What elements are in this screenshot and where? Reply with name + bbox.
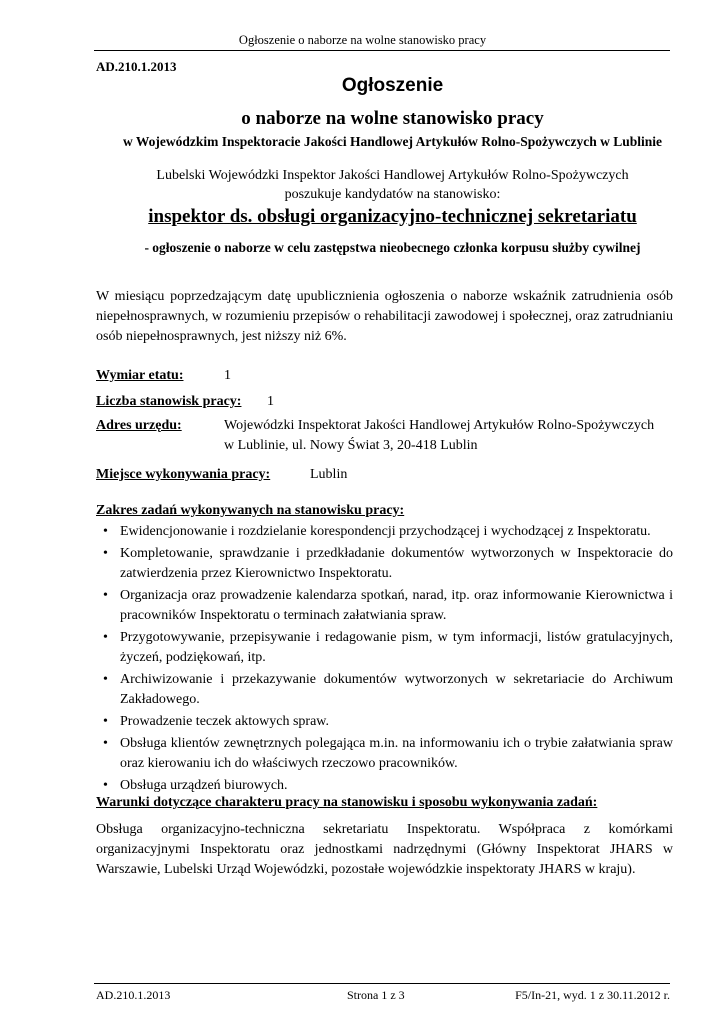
bullet-icon: • xyxy=(103,714,108,729)
detail-row-etat xyxy=(96,368,183,384)
list-item: • Ewidencjonowanie i rozdzielanie korespondencji przychodzącej i wychodzącej z Inspektoratu. xyxy=(96,522,673,542)
detail-label: Liczba stanowisk pracy: xyxy=(96,394,242,409)
employer-line-2: poszukuje kandydatów na stanowisko: xyxy=(284,187,501,202)
footer-form-ref: F5/In-21, wyd. 1 z 30.11.2012 r. xyxy=(515,988,670,1002)
page-subtitle: o naborze na wolne stanowisko pracy xyxy=(241,108,544,129)
page-number: Strona 1 z 3 xyxy=(347,988,405,1002)
detail-value-miejsce: Lublin xyxy=(310,467,348,482)
detail-label: Miejsce wykonywania pracy: xyxy=(96,467,271,482)
list-item: • Obsługa klientów zewnętrznych polegająca m.in. na informowaniu ich o trybie załatwiania spraw oraz kierowaniu ich do właściwych rzeczowo pracowników. xyxy=(103,736,673,771)
list-item: • Obsługa urządzeń biurowych. xyxy=(96,776,673,796)
substitution-note: - ogłoszenie o naborze w celu zastępstwa nieobecnego członka korpusu służby cywilnej xyxy=(144,240,641,255)
detail-value-adres-2: w Lublinie, ul. Nowy Świat 3, 20-418 Lublin xyxy=(224,438,478,453)
list-item: • Organizacja oraz prowadzenie kalendarza spotkań, narad, itp. oraz informowanie Kierownictwa i pracowników Inspektoratu o terminach załatwiania spraw. xyxy=(103,588,673,623)
footer-doc-ref: AD.210.1.2013 xyxy=(96,988,171,1002)
detail-value-etat: 1 xyxy=(224,368,231,383)
header-divider xyxy=(94,50,670,51)
detail-label: Wymiar etatu: xyxy=(96,368,184,383)
position-title: inspektor ds. obsługi organizacyjno-technicznej sekretariatu xyxy=(148,206,637,227)
bullet-icon: • xyxy=(103,546,108,561)
list-item: • Kompletowanie, sprawdzanie i przedkładanie dokumentów wytworzonych w Inspektoracie do zatwierdzenia przez Kierownictwo Inspektoratu. xyxy=(103,546,673,581)
list-item: • Prowadzenie teczek aktowych spraw. xyxy=(96,712,673,732)
bullet-icon: • xyxy=(103,736,108,751)
bullet-icon: • xyxy=(103,630,108,645)
running-header: Ogłoszenie o naborze na wolne stanowisko pracy xyxy=(238,33,487,47)
employment-rate-paragraph: W miesiącu poprzedzającym datę upublicznienia ogłoszenia o naborze wskaźnik zatrudnienia osób niepełnosprawnych, w rozumieniu przepisów o rehabilitacji zawodowej i społecznej, oraz zatrudnianiu osób niepełnosprawnych, jest niższy niż 6%. xyxy=(96,289,673,344)
bullet-icon: • xyxy=(103,524,108,539)
bullet-icon: • xyxy=(103,778,108,793)
detail-row-stanowiska xyxy=(96,394,241,410)
bullet-icon: • xyxy=(103,672,108,687)
detail-row-miejsce xyxy=(96,467,270,483)
tasks-list xyxy=(96,522,673,798)
detail-label: Adres urzędu: xyxy=(96,418,182,433)
detail-value-adres-1: Wojewódzki Inspektorat Jakości Handlowej Artykułów Rolno-Spożywczych xyxy=(224,418,655,433)
institution-name: w Wojewódzkim Inspektoracie Jakości Handlowej Artykułów Rolno-Spożywczych w Lublinie xyxy=(122,134,663,149)
tasks-heading: Zakres zadań wykonywanych na stanowisku pracy: xyxy=(96,503,405,518)
list-item: • Archiwizowanie i przekazywanie dokumentów wytworzonych w sekretariacie do Archiwum Zakładowego. xyxy=(103,672,673,707)
bullet-icon: • xyxy=(103,588,108,603)
document-reference: AD.210.1.2013 xyxy=(96,59,177,74)
list-item: • Przygotowywanie, przepisywanie i redagowanie pism, w tym informacji, listów gratulacyjnych, życzeń, podziękowań, itp. xyxy=(103,630,673,665)
conditions-paragraph: Obsługa organizacyjno-techniczna sekretariatu Inspektoratu. Współpraca z komórkami organizacyjnymi Inspektoratu oraz jednostkami nadrzędnymi (Główny Inspektorat JHARS w Warszawie, Lubelski Urząd Wojewódzki, pozostałe wojewódzkie inspektoraty JHARS w kraju). xyxy=(96,822,673,877)
detail-row-adres xyxy=(96,418,182,434)
page-title: Ogłoszenie xyxy=(341,75,444,96)
conditions-heading: Warunki dotyczące charakteru pracy na stanowisku i sposobu wykonywania zadań: xyxy=(96,795,598,810)
footer-divider xyxy=(94,983,670,984)
detail-value-stanowiska: 1 xyxy=(267,394,274,409)
employer-line: Lubelski Wojewódzki Inspektor Jakości Handlowej Artykułów Rolno-Spożywczych xyxy=(156,168,629,183)
